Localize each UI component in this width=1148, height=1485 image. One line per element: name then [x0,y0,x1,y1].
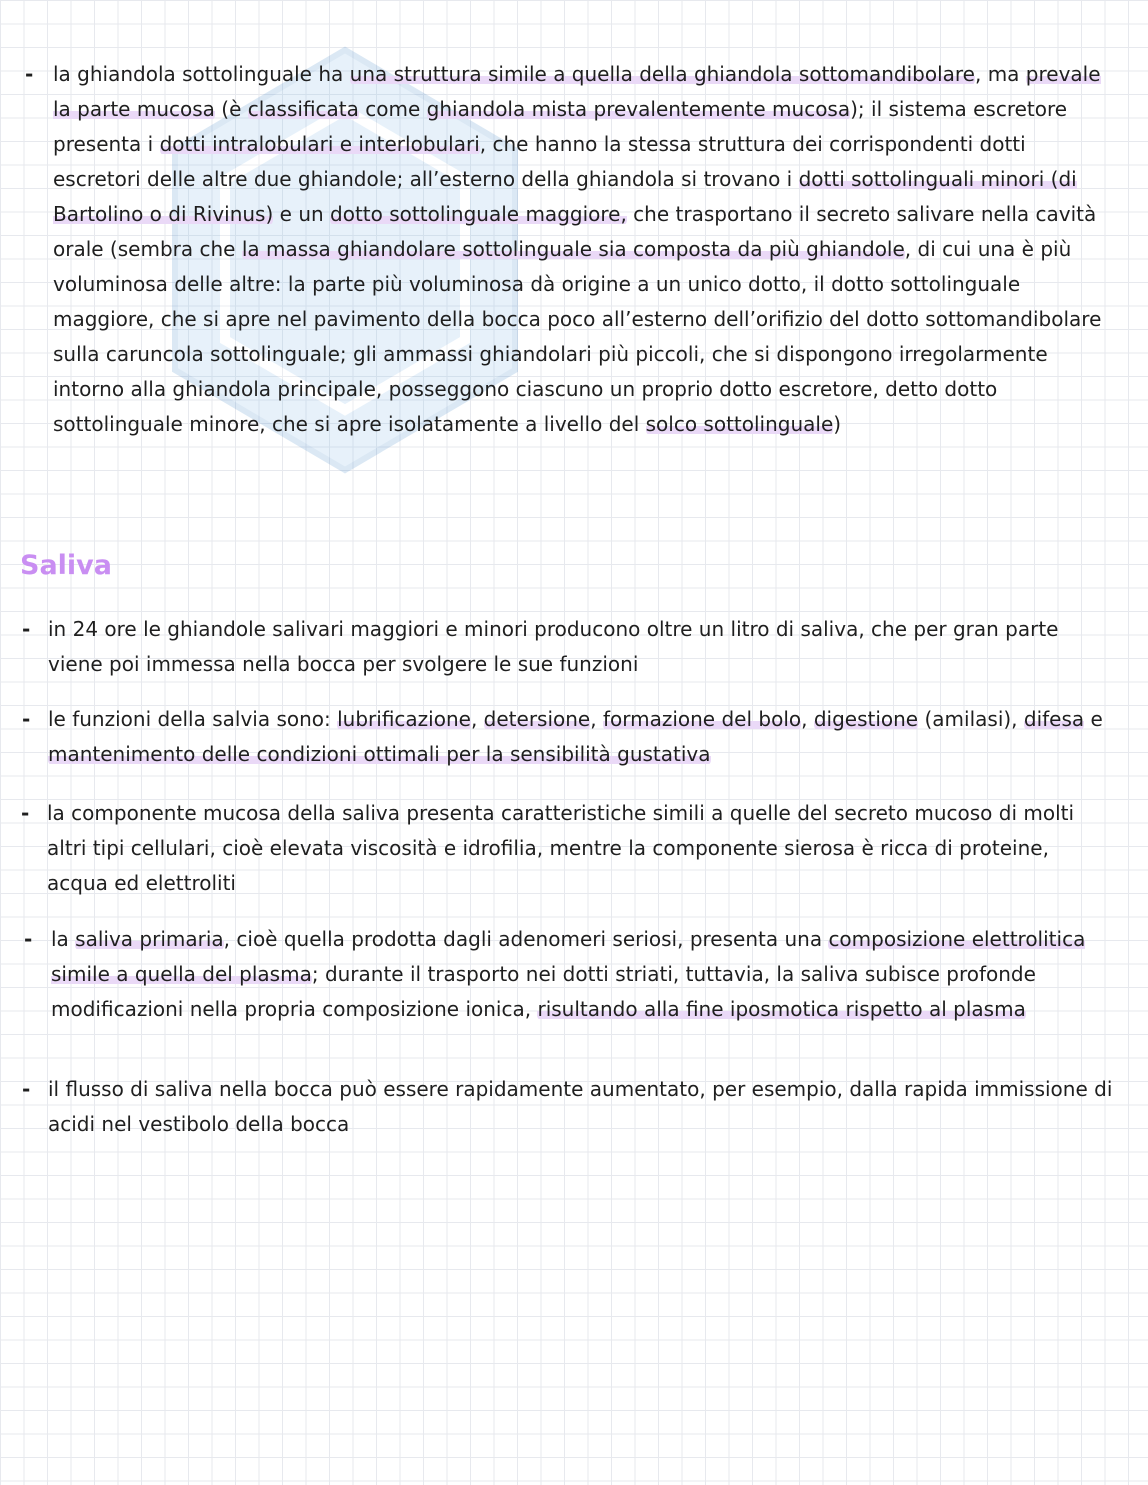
highlighted-text: mantenimento delle condizioni ottimali per la sensibilità gustativa [48,742,711,766]
text-segment: , di cui una è più voluminosa delle altre: la parte più voluminosa dà origine a un unico dotto, il dotto sottolinguale maggiore, che si apre nel pavimento della bocca poco all’esterno dell’orifizio del dotto sottomandibolare sulla caruncola sottolinguale; gli ammassi ghiandolari più piccoli, che si dispongono irregolarmente intorno alla ghiandola principale, posseggono ciascuno un proprio dotto escretore, detto dotto sottolinguale minore, che si apre isolatamente a livello del [53,237,1102,436]
bullet-dash: - [22,707,31,731]
text-segment: la ghiandola sottolinguale ha [53,62,350,86]
highlighted-text: prevale la parte mucosa [53,62,1101,121]
bullet-text [47,796,1112,901]
highlighted-text: digestione [813,707,919,731]
text-segment: , che hanno la stessa struttura dei corrispondenti dotti escretori delle altre due ghiandole; all’esterno della ghiandola si trovano i [53,132,1026,191]
bullet-saliva-flusso [22,1072,1113,1142]
highlighted-text: dotti intralobulari e interlobulari [159,132,480,156]
bullet-dash: - [22,617,31,641]
highlighted-text: la massa ghiandolare sottolinguale sia composta da più ghiandole [241,237,905,261]
bullet-text [51,922,1111,1027]
bullet-dash: - [25,62,34,86]
text-segment: , [470,707,484,731]
highlighted-text: composizione elettrolitica simile a quella del plasma [51,927,1086,986]
highlighted-text: saliva primaria [75,927,224,951]
section-title-saliva: Saliva [20,550,112,581]
bullet-saliva-quantita [22,612,1108,682]
text-segment: , ma [974,62,1026,86]
text-segment: e [1084,707,1103,731]
text-segment: , [590,707,603,731]
text-segment: ); il sistema escretore presenta i [53,97,1068,156]
highlighted-text: detersione [483,707,591,731]
highlighted-text: dotti sottolinguali minori (di Bartolino o di Rivinus) [53,167,1077,226]
text-segment: che trasportano il secreto salivare nella cavità orale (sembra che [53,202,1097,261]
bullet-text [48,702,1113,772]
text-segment: (amilasi), [918,707,1024,731]
highlighted-text: solco sottolinguale [645,412,834,436]
bullet-sottolinguale [25,57,1118,442]
highlighted-text: risultando alla fine iposmotica rispetto al plasma [537,997,1026,1021]
text-segment: e un [273,202,331,226]
text-segment: in 24 ore le ghiandole salivari maggiori e minori producono oltre un litro di saliva, che per gran parte viene poi immessa nella bocca per svolgere le sue funzioni [48,617,1059,676]
text-segment: ; durante il trasporto nei dotti striati, tuttavia, la saliva subisce profonde modificazioni nella propria composizione ionica, [51,962,1036,1021]
highlighted-text: lubrificazione [337,707,471,731]
highlighted-text: dotto sottolinguale maggiore, [330,202,627,226]
bullet-text [48,1072,1113,1142]
bullet-dash: - [22,1077,31,1101]
text-segment: la [51,927,76,951]
bullet-dash: - [24,927,33,951]
text-segment: ) [833,412,842,436]
text-segment: le funzioni della salvia sono: [48,707,338,731]
highlighted-text: ghiandola mista prevalentemente mucosa [426,97,851,121]
highlighted-text: difesa [1023,707,1085,731]
bullet-text [48,612,1108,682]
text-segment: come [358,97,427,121]
text-segment: , [801,707,814,731]
text-segment: , cioè quella prodotta dagli adenomeri seriosi, presenta una [223,927,829,951]
bullet-saliva-primaria [24,922,1111,1027]
text-segment: (è [214,97,248,121]
highlighted-text: formazione del bolo [602,707,802,731]
bullet-saliva-funzioni [22,702,1113,772]
text-segment: il flusso di saliva nella bocca può essere rapidamente aumentato, per esempio, dalla rapida immissione di acidi nel vestibolo della bocca [48,1077,1113,1136]
bullet-text [53,57,1118,442]
highlighted-text: una struttura simile a quella della ghiandola sottomandibolare [349,62,975,86]
bullet-dash: - [21,801,30,825]
highlighted-text: classificata [247,97,359,121]
bullet-saliva-componente-mucosa [21,796,1112,901]
text-segment: la componente mucosa della saliva presenta caratteristiche simili a quelle del secreto mucoso di molti altri tipi cellulari, cioè elevata viscosità e idrofilia, mentre la componente sierosa è ricca di proteine, acqua ed elettroliti [47,801,1075,895]
